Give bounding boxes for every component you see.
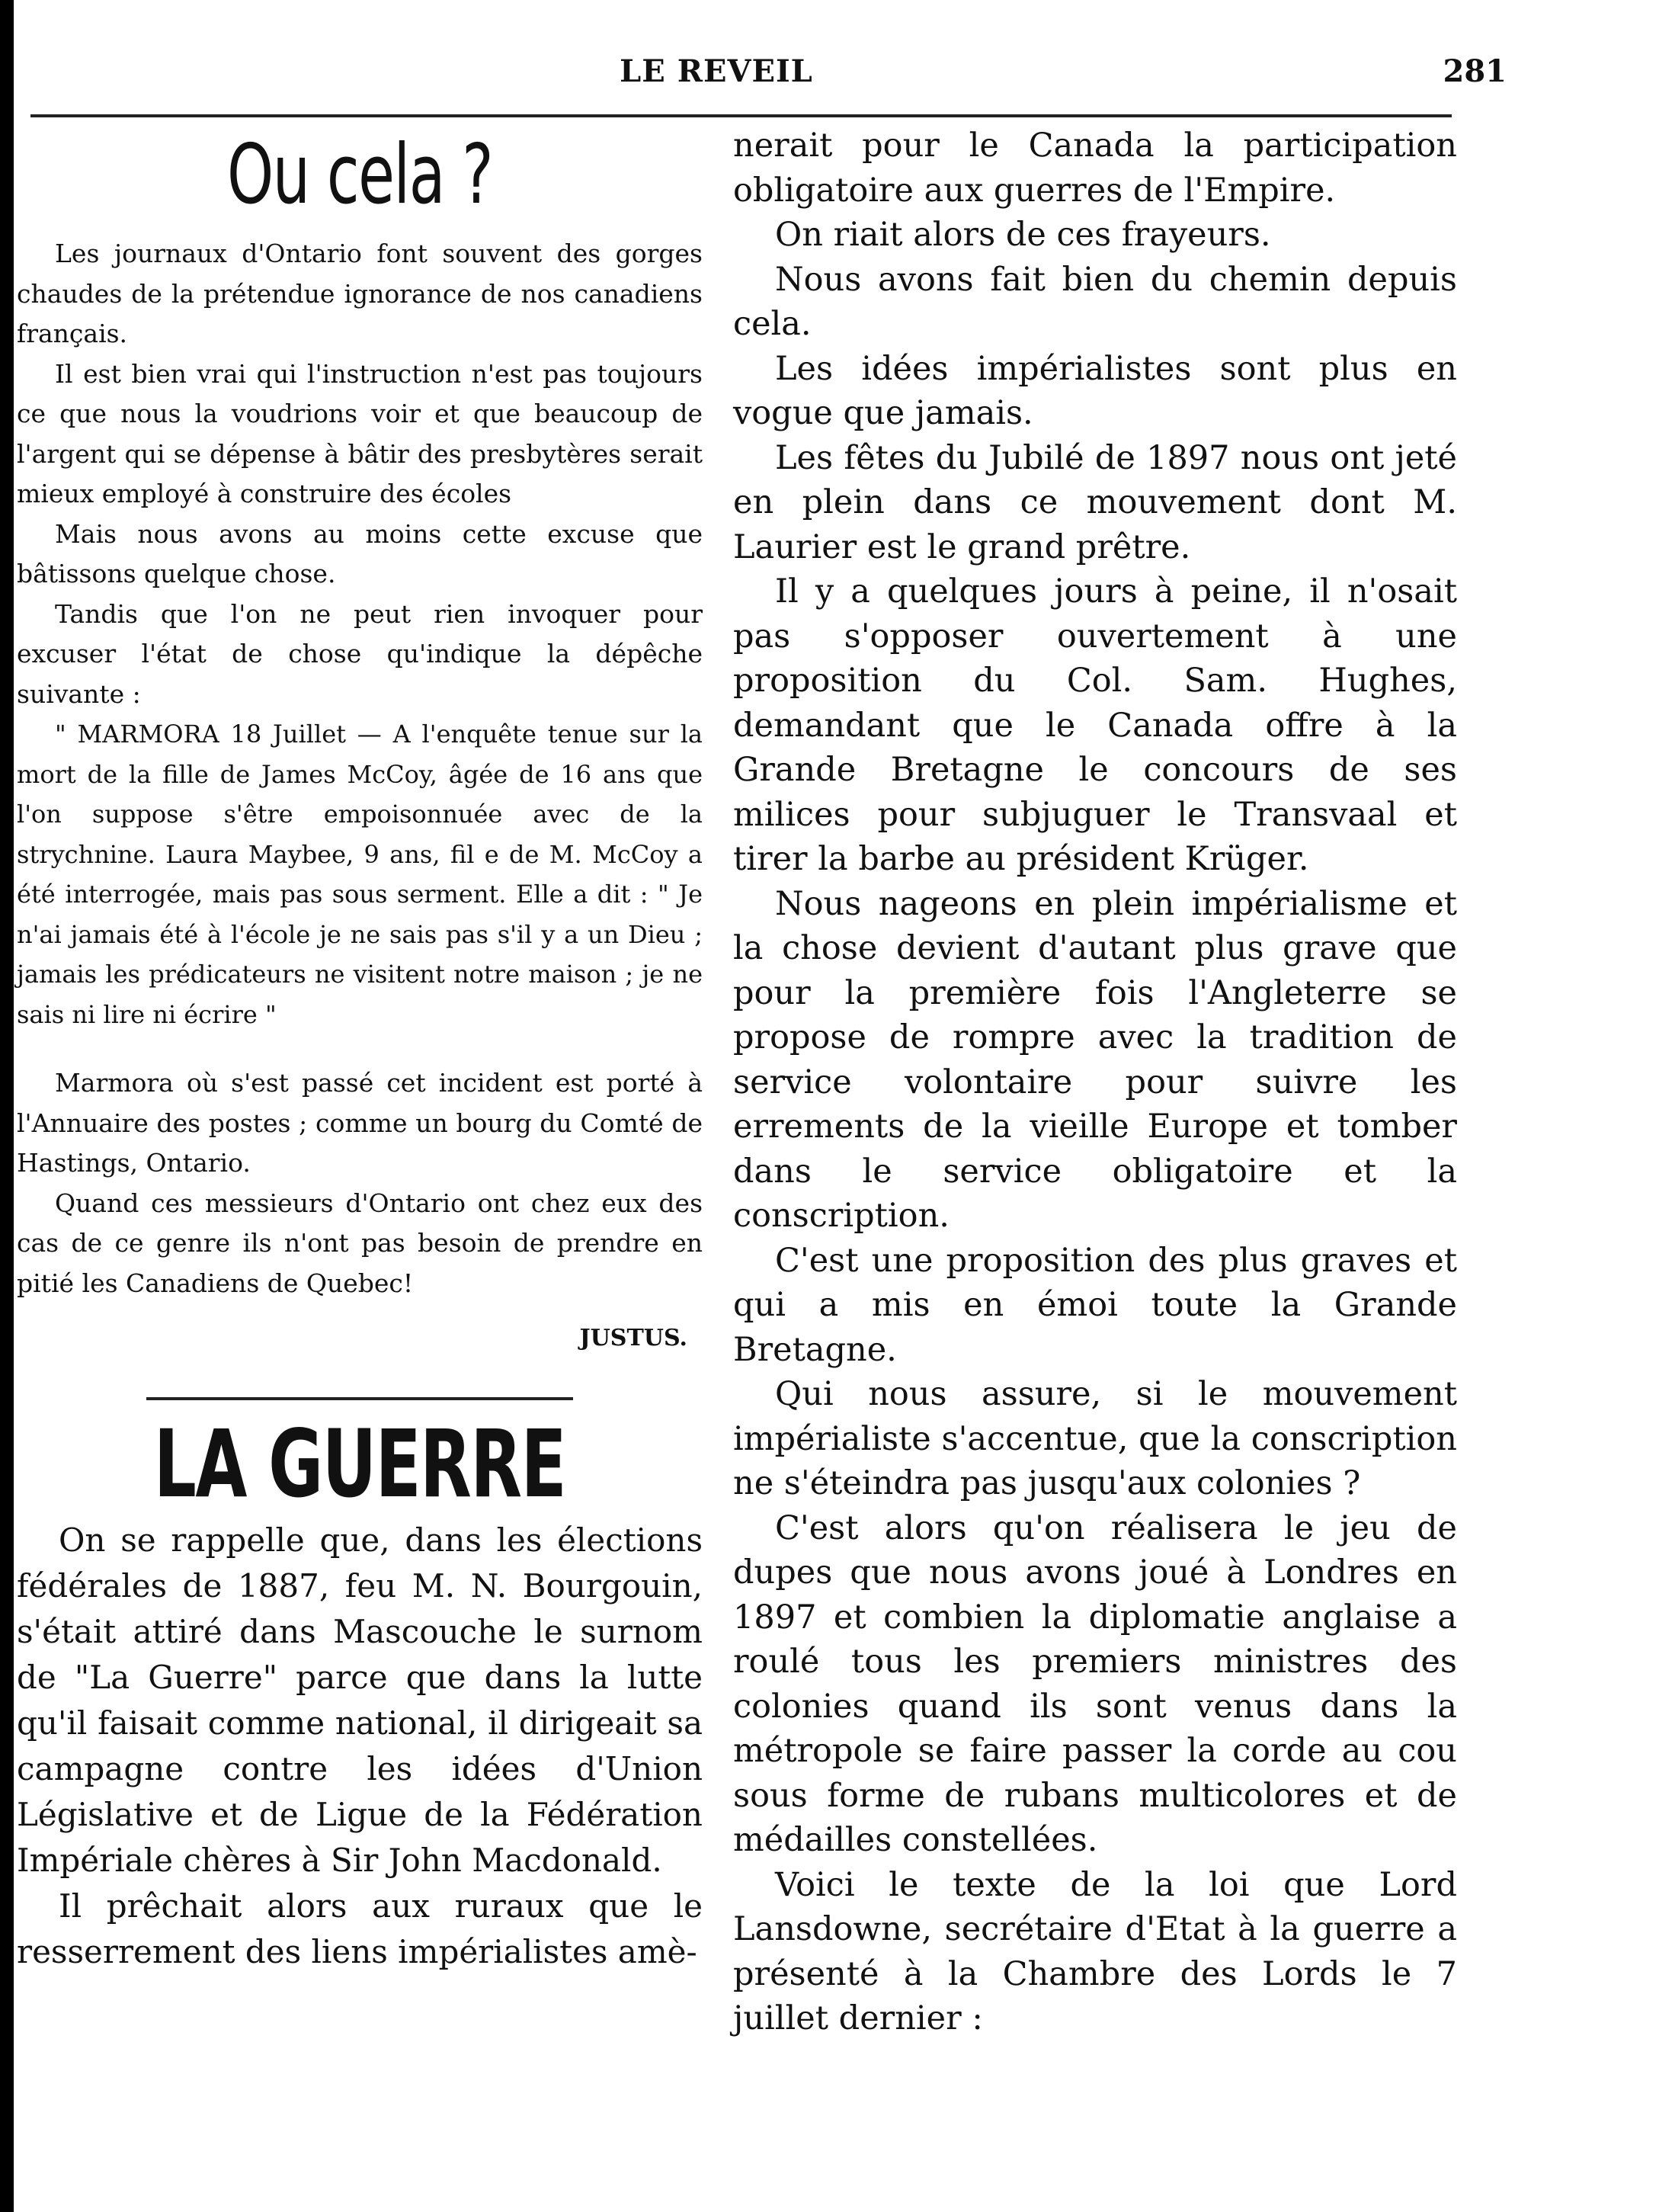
paragraph: Il y a quelques jours à peine, il n'osait pas s'opposer ouvertement à une proposition du Col. Sam. Hughes, demandant que le Canada offre à la Grande Bretagne le concours de ses milices pour subjuguer le Transvaal et tirer la barbe au président Krüger. (733, 572, 1457, 878)
dispatch-quote: " MARMORA 18 Juillet — A l'enquête tenue sur la mort de la fille de James McCoy, âgée de 16 ans que l'on suppose s'être empoisonnuée avec de la strychnine. Laura Maybee, 9 ans, fil e de M. McCoy a été interrogée, mais pas sous serment. Elle a dit : " Je n'ai jamais été à l'école je ne sais pas s'il y a un Dieu ; jamais les prédicateurs ne visitent notre maison ; je ne sais ni lire ni écrire " (17, 720, 703, 1029)
paragraph: Voici le texte de la loi que Lord Lansdowne, secrétaire d'Etat à la guerre a présenté à la Chambre des Lords le 7 juillet dernier : (733, 1865, 1457, 2037)
article-body-la-guerre-right (733, 123, 1457, 2041)
paragraph: Nous nageons en plein impérialisme et la chose devient d'autant plus grave que pour la première fois l'Angleterre se propose de rompre avec la tradition de service volontaire pour suivre les errements de la vieille Europe et tomber dans le service obligatoire et la conscription. (733, 884, 1457, 1235)
scan-edge (0, 0, 14, 2212)
paragraph: Les idées impérialistes sont plus en vogue que jamais. (733, 349, 1457, 432)
paragraph: Nous avons fait bien du chemin depuis cela. (733, 260, 1457, 343)
article-title-ou-cela: Ou cela ? (226, 127, 493, 223)
page-number: 281 (1443, 53, 1507, 89)
paragraph: Les journaux d'Ontario font souvent des gorges chaudes de la prétendue ignorance de nos canadiens français. (17, 239, 703, 348)
right-column (733, 123, 1457, 2041)
paragraph: C'est une proposition des plus graves et qui a mis en émoi toute la Grande Bretagne. (733, 1241, 1457, 1369)
header-rule (30, 114, 1452, 117)
paragraph: Tandis que l'on ne peut rien invoquer pour excuser l'état de chose qu'indique la dépêche suivante : (17, 598, 703, 709)
article-title-la-guerre: LA GUERRE (153, 1410, 566, 1518)
article-body-la-guerre-left (17, 1518, 703, 1975)
left-column (17, 122, 703, 1975)
paragraph: Il prêchait alors aux ruraux que le resserrement des liens impérialistes amè- (17, 1887, 703, 1970)
paragraph: C'est alors qu'on réalisera le jeu de dupes que nous avons joué à Londres en 1897 et combien la diplomatie anglaise a roulé tous les premiers ministres des colonies quand ils sont venus dans la métropole se faire passer la corde au cou sous forme de rubans multicolores et de médailles constellées. (733, 1508, 1457, 1859)
paragraph: Qui nous assure, si le mouvement impérialiste s'accentue, que la conscription ne s'éteindra pas jusqu'aux colonies ? (733, 1375, 1457, 1502)
paragraph: Il est bien vrai qui l'instruction n'est pas toujours ce que nous la voudrions voir et que beaucoup de l'argent qui se dépense à bâtir des presbytères serait mieux employé à construire des écoles (17, 358, 703, 508)
paragraph: Marmora où s'est passé cet incident est porté à l'Annuaire des postes ; comme un bourg du Comté de Hastings, Ontario. (17, 1068, 703, 1178)
paragraph: Les fêtes du Jubilé de 1897 nous ont jeté en plein dans ce mouvement dont M. Laurier est le grand prêtre. (733, 438, 1457, 566)
paragraph-continuation: nerait pour le Canada la participation obligatoire aux guerres de l'Empire. (733, 127, 1457, 210)
paragraph: Mais nous avons au moins cette excuse que bâtissons quelque chose. (17, 518, 703, 588)
paragraph: On riait alors de ces frayeurs. (775, 216, 1271, 254)
running-header: LE REVEIL (620, 53, 813, 89)
author-signature: JUSTUS. (579, 1325, 687, 1351)
article-divider (146, 1397, 573, 1400)
paragraph: On se rappelle que, dans les élections fédérales de 1887, feu M. N. Bourgouin, s'était attiré dans Mascouche le surnom de "La Guerre" parce que dans la lutte qu'il faisait comme national, il dirigeait sa campagne contre les idées d'Union Législative et de Ligue de la Fédération Impériale chères à Sir John Macdonald. (17, 1521, 703, 1879)
paragraph: Quand ces messieurs d'Ontario ont chez eux des cas de ce genre ils n'ont pas besoin de prendre en pitié les Canadiens de Quebec! (17, 1188, 703, 1298)
article-body-ou-cela (17, 234, 703, 1303)
